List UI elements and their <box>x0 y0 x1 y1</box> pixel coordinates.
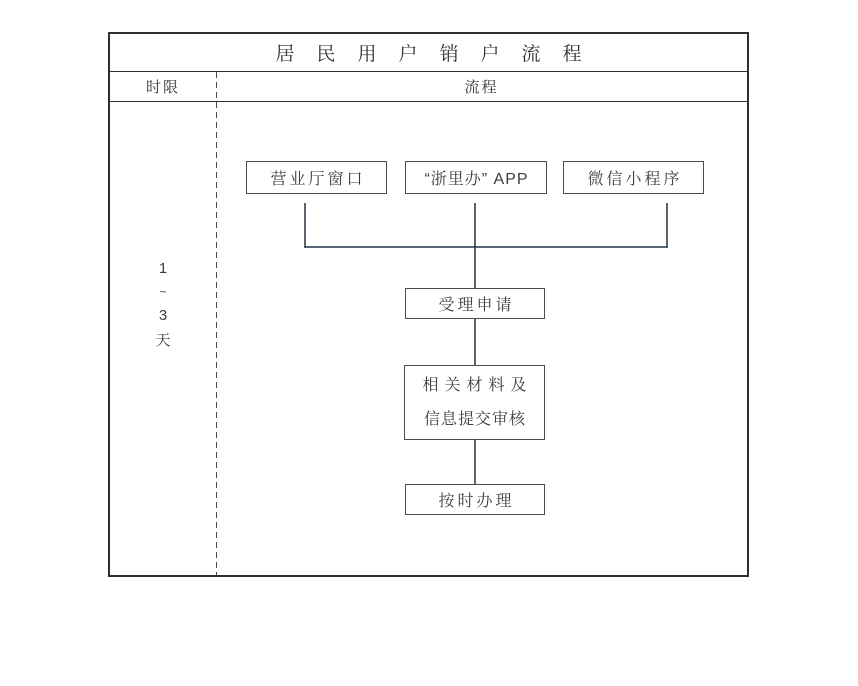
flow-node-materials-review <box>404 365 545 440</box>
flow-node-label: 微信小程序 <box>587 171 683 188</box>
header-row <box>110 72 747 102</box>
time-limit-line: ~ <box>159 285 167 299</box>
flow-node-accept-application <box>405 288 545 319</box>
flow-node-label: 受理申请 <box>438 297 515 314</box>
flow-node-label-line2: 信息提交审核 <box>423 410 526 428</box>
flow-node-label: “浙里办” APP <box>424 171 529 188</box>
flow-node-label-line1: 相关材料及 <box>422 376 533 394</box>
flow-node-label: 营业厅窗口 <box>270 171 366 188</box>
column-divider-dashed <box>216 72 217 575</box>
flow-node-handle-on-time <box>405 484 545 515</box>
time-limit-line: 天 <box>155 332 171 349</box>
page-title: 居民用户销户流程 <box>275 44 604 65</box>
header-cell-process <box>216 72 747 101</box>
flow-node-wechat-mini-program <box>563 161 704 194</box>
flow-node-business-hall-window <box>246 161 387 194</box>
title-row <box>110 34 747 72</box>
header-cell-time-limit <box>110 72 216 101</box>
header-time-limit-label: 时限 <box>145 79 180 96</box>
time-limit-value <box>110 256 216 353</box>
time-limit-line: 1 <box>158 260 168 277</box>
header-process-label: 流程 <box>464 79 499 96</box>
flowchart-table <box>108 32 749 577</box>
flow-node-label: 按时办理 <box>438 493 515 510</box>
flow-node-zheliban-app <box>405 161 547 194</box>
time-limit-line: 3 <box>158 307 168 324</box>
